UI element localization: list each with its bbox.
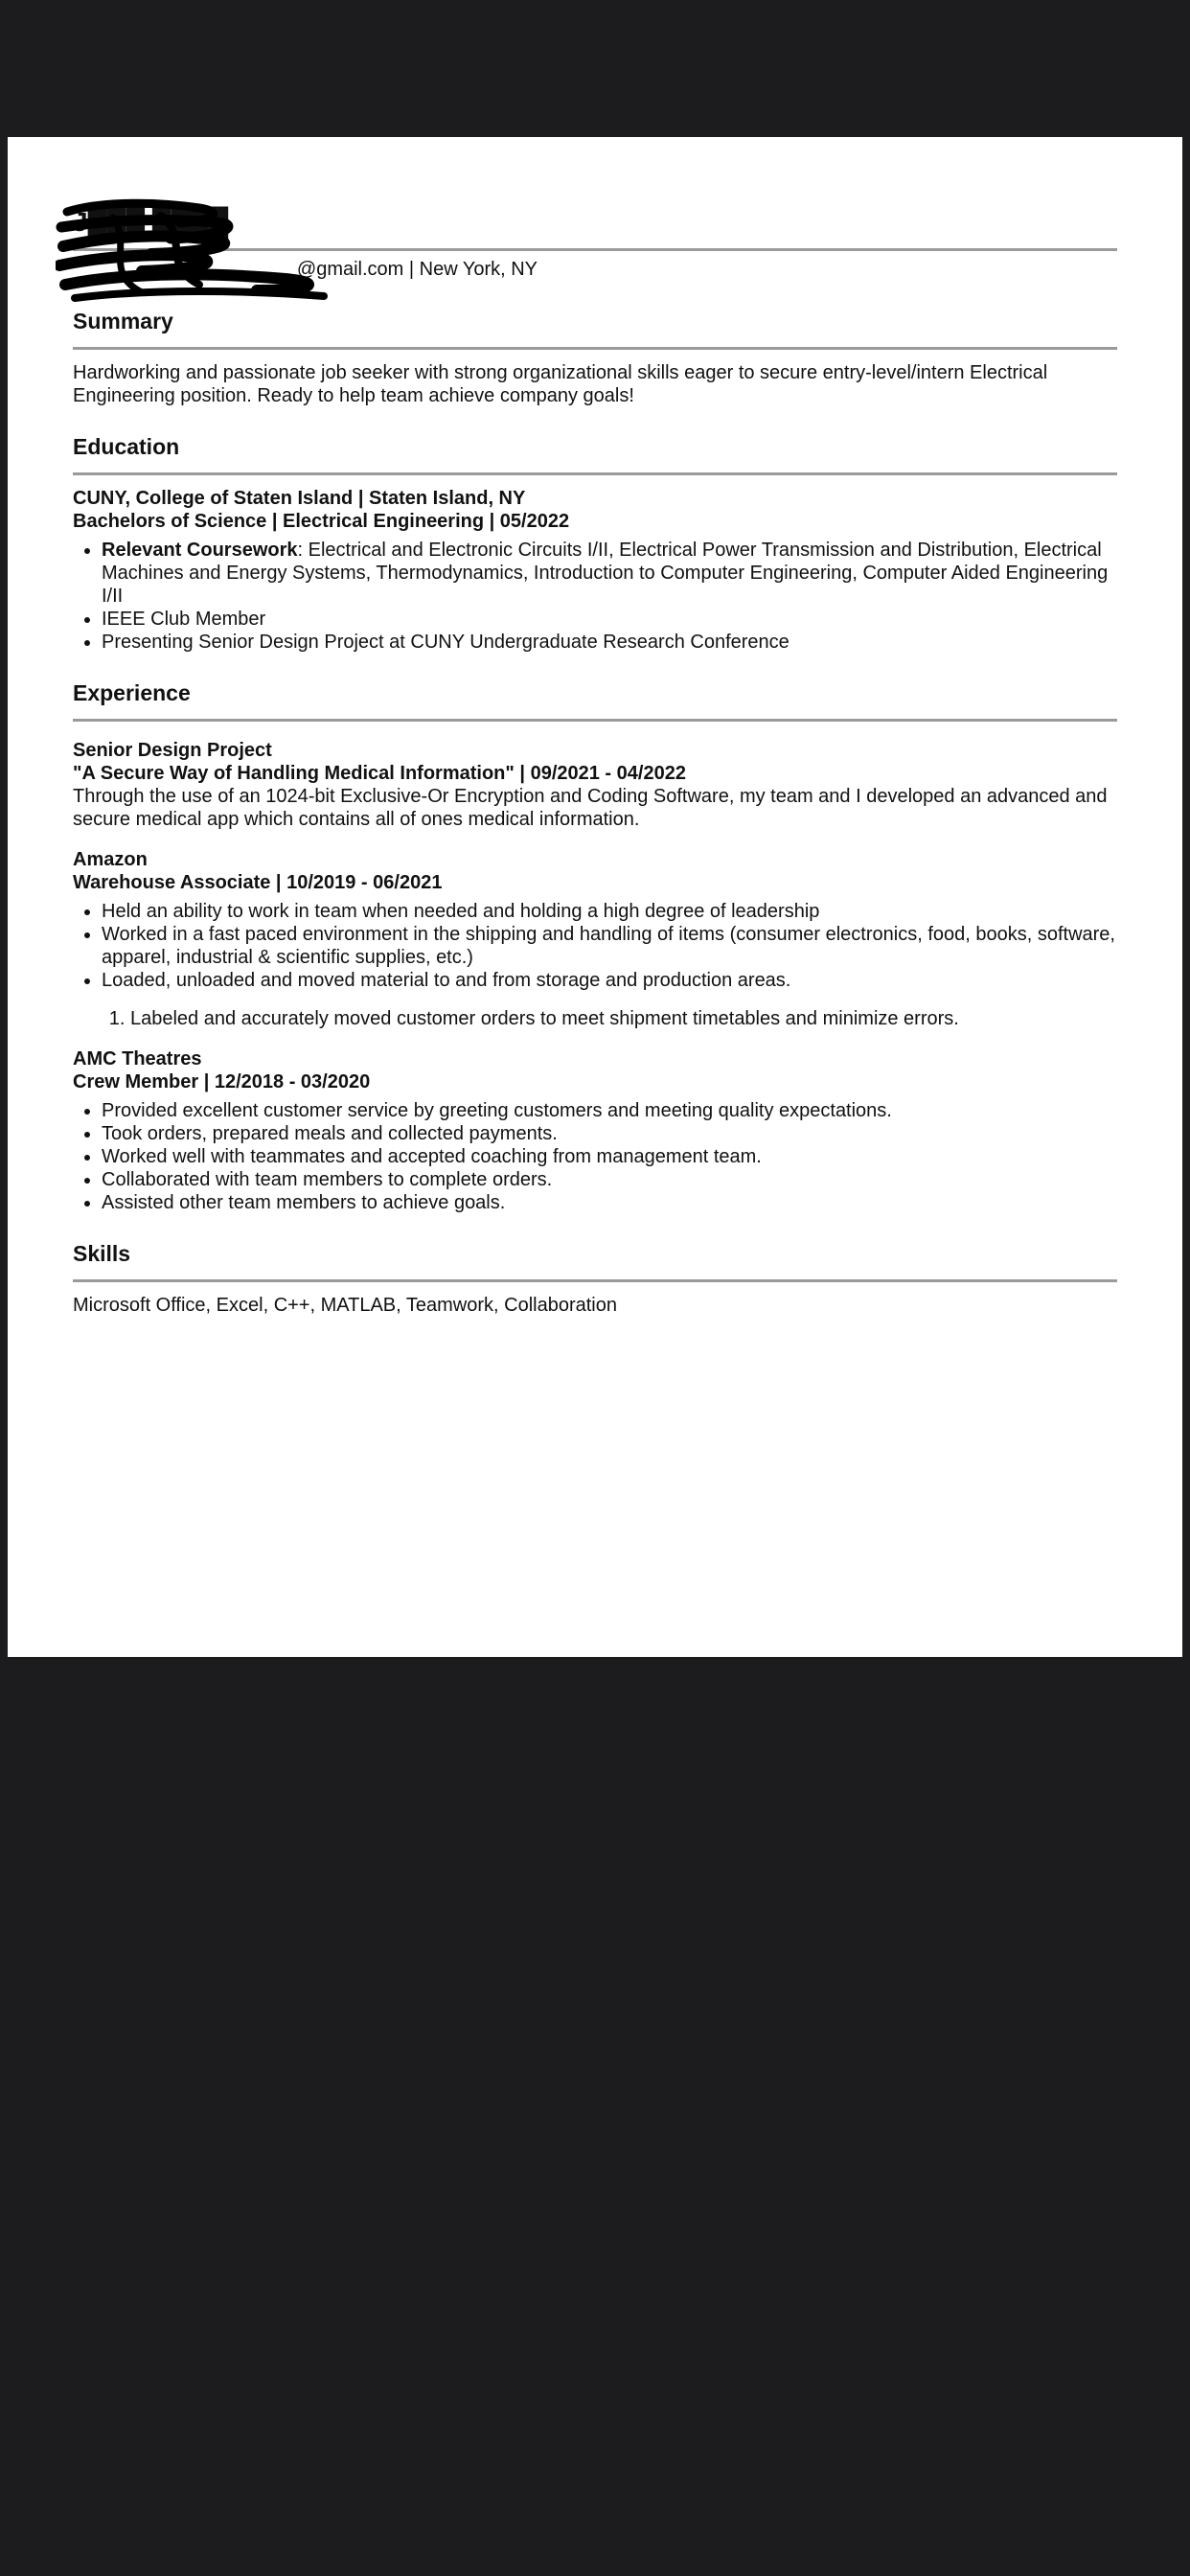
list-item: 1. Labeled and accurately moved customer orders to meet shipment timetables and minimize errors. xyxy=(130,1007,1117,1030)
entry-role: Warehouse Associate | 10/2019 - 06/2021 xyxy=(73,872,443,893)
entry-description: Through the use of an 1024-bit Exclusive-Or Encryption and Coding Software, my team and I developed an advanced and secure medical app which contains all of ones medical information. xyxy=(73,786,1108,830)
candidate-name: J███ ████ xyxy=(73,207,229,237)
name-block xyxy=(73,204,1117,241)
list-item: • Took orders, prepared meals and collected payments. xyxy=(102,1122,1117,1145)
experience-section xyxy=(73,678,1117,1214)
list-item: • Worked well with teammates and accepted coaching from management team. xyxy=(102,1145,1117,1168)
coursework-text: : Electrical and Electronic Circuits I/II, Electrical Power Transmission and Distribution, Electrical Machines and Energy Systems, Thermodynamics, Introduction to Computer Engineering, Computer Aided Engineering I/II xyxy=(102,540,1109,607)
resume-page xyxy=(8,137,1182,1657)
summary-divider xyxy=(73,347,1117,350)
contact-email-location: @gmail.com | New York, NY xyxy=(296,259,538,280)
experience-heading: Experience xyxy=(73,680,191,705)
list-item: • IEEE Club Member xyxy=(102,608,1117,631)
education-section xyxy=(73,432,1117,654)
coursework-label: Relevant Coursework xyxy=(102,540,298,561)
list-item: • Worked in a fast paced environment in the shipping and handling of items (consumer electronics, food, books, software, apparel, industrial & scientific supplies, etc.) xyxy=(102,923,1117,969)
education-heading: Education xyxy=(73,434,180,459)
entry-org: AMC Theatres xyxy=(73,1048,202,1070)
skills-heading: Skills xyxy=(73,1241,131,1266)
experience-divider xyxy=(73,719,1117,722)
education-degree: Bachelors of Science | Electrical Engineering | 05/2022 xyxy=(73,511,570,532)
experience-entry-senior-project xyxy=(73,739,1117,831)
skills-text: Microsoft Office, Excel, C++, MATLAB, Teamwork, Collaboration xyxy=(73,1295,617,1316)
summary-heading: Summary xyxy=(73,309,173,334)
list-item: • Loaded, unloaded and moved material to and from storage and production areas. xyxy=(102,969,1117,992)
entry-org: Senior Design Project xyxy=(73,740,272,761)
education-school: CUNY, College of Staten Island | Staten Island, NY xyxy=(73,488,526,509)
redaction-scribble-icon xyxy=(56,198,343,310)
list-item xyxy=(102,539,1117,608)
amazon-bullet-list xyxy=(73,900,1117,992)
entry-role: Crew Member | 12/2018 - 03/2020 xyxy=(73,1071,371,1092)
entry-role: "A Secure Way of Handling Medical Information" | 09/2021 - 04/2022 xyxy=(73,763,686,784)
summary-text: Hardworking and passionate job seeker with strong organizational skills eager to secure entry-level/intern Electrical Engineering position. Ready to help team achieve company goals! xyxy=(73,362,1048,406)
list-item: • Held an ability to work in team when needed and holding a high degree of leadership xyxy=(102,900,1117,923)
skills-section xyxy=(73,1239,1117,1317)
list-item: • Collaborated with team members to complete orders. xyxy=(102,1168,1117,1191)
education-divider xyxy=(73,472,1117,475)
education-list xyxy=(73,539,1117,654)
amazon-numbered-list xyxy=(73,1007,1117,1030)
skills-divider xyxy=(73,1279,1117,1282)
list-item: • Provided excellent customer service by greeting customers and meeting quality expectations. xyxy=(102,1099,1117,1122)
entry-org: Amazon xyxy=(73,849,148,870)
list-item: • Assisted other team members to achieve goals. xyxy=(102,1191,1117,1214)
summary-section xyxy=(73,307,1117,407)
experience-entry-amc xyxy=(73,1047,1117,1214)
experience-entry-amazon xyxy=(73,848,1117,1030)
list-item: • Presenting Senior Design Project at CUNY Undergraduate Research Conference xyxy=(102,631,1117,654)
amc-bullet-list xyxy=(73,1099,1117,1214)
